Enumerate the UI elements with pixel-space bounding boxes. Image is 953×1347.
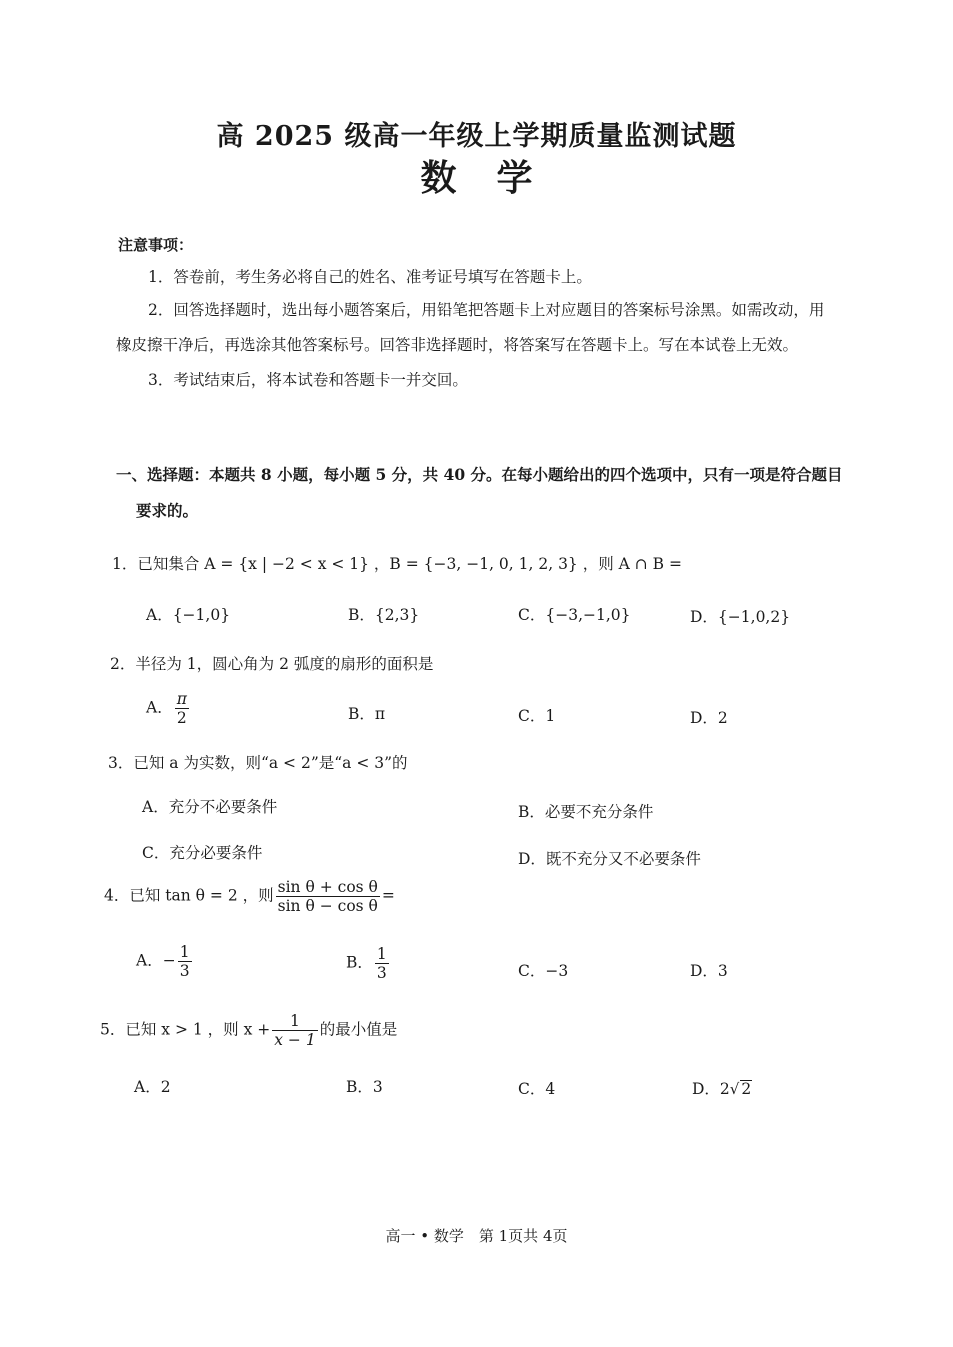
q1-option-c: C．{−3,−1,0} xyxy=(518,606,631,624)
q2-option-c: C．1 xyxy=(518,707,556,725)
fraction-denominator: 2 xyxy=(176,709,187,727)
fraction-denominator: 3 xyxy=(376,964,387,982)
q3-option-c: C．充分必要条件 xyxy=(142,844,263,862)
q5-option-c: C．4 xyxy=(518,1080,556,1098)
fraction-denominator: sin θ − cos θ xyxy=(277,897,378,915)
q4-option-b-fraction xyxy=(375,945,389,982)
q2-option-d: D．2 xyxy=(690,709,728,727)
q5-option-a: A．2 xyxy=(134,1078,171,1096)
q4-stem-prefix: 4．已知 tan θ = 2 ，则 xyxy=(104,886,274,905)
q2-option-a xyxy=(146,690,191,727)
q5-stem-suffix: 的最小值是 xyxy=(319,1020,398,1039)
notes-item-3: 3．考试结束后，将本试卷和答题卡一并交回。 xyxy=(148,371,468,389)
question-3-stem: 3．已知 a 为实数，则“a < 2”是“a < 3”的 xyxy=(108,754,408,772)
subject-title: 数学 xyxy=(420,157,573,199)
fraction-denominator: x − 1 xyxy=(274,1031,316,1049)
section-1-heading-cont: 要求的。 xyxy=(136,501,199,520)
q4-option-c: C．−3 xyxy=(518,962,569,980)
q5-option-d-label: D．2 xyxy=(692,1080,730,1098)
q1-option-a: A．{−1,0} xyxy=(146,606,231,624)
q4-option-a-label: A．− xyxy=(136,951,176,970)
q4-stem-fraction xyxy=(276,878,380,915)
q3-option-a: A．充分不必要条件 xyxy=(142,798,278,816)
sqrt-radicand: 2 xyxy=(741,1080,752,1098)
notes-heading: 注意事项： xyxy=(118,236,194,254)
notes-item-2-line-1: 2．回答选择题时，选出每小题答案后，用铅笔把答题卡上对应题目的答案标号涂黑。如需改动，用 xyxy=(148,301,825,319)
sqrt-sign: √ xyxy=(729,1080,740,1098)
q4-stem-suffix: = xyxy=(381,886,395,905)
section-1-heading: 一、选择题：本题共 8 小题，每小题 5 分，共 40 分。在每小题给出的四个选项中，只有一项是符合题目 xyxy=(116,465,843,484)
q1-option-d: D．{−1,0,2} xyxy=(690,608,791,626)
q4-option-b xyxy=(346,945,391,982)
q2-option-a-label: A． xyxy=(146,698,173,717)
question-5-stem xyxy=(100,1012,397,1049)
question-2-stem: 2．半径为 1，圆心角为 2 弧度的扇形的面积是 xyxy=(110,655,434,673)
q1-option-b: B．{2,3} xyxy=(348,606,420,624)
fraction-denominator: 3 xyxy=(179,962,190,980)
fraction-numerator: 1 xyxy=(179,943,190,961)
question-1-stem: 1．已知集合 A = {x | −2 < x < 1} ，B = {−3, −1, 0, 1, 2, 3} ，则 A ∩ B = xyxy=(112,555,682,573)
q4-option-a xyxy=(136,943,194,980)
q5-option-b: B．3 xyxy=(346,1078,383,1096)
q5-option-d xyxy=(692,1077,752,1099)
q4-option-a-fraction xyxy=(178,943,192,980)
question-4-stem xyxy=(104,878,395,915)
fraction-numerator: π xyxy=(176,690,187,708)
q3-option-d: D．既不充分又不必要条件 xyxy=(518,850,701,868)
page-footer: 高一 • 数学 第 1页共 4页 xyxy=(385,1227,568,1245)
notes-item-2-line-2: 橡皮擦干净后，再选涂其他答案标号。回答非选择题时，将答案写在答题卡上。写在本试卷上无效。 xyxy=(116,336,799,354)
q4-option-b-label: B． xyxy=(346,953,373,972)
fraction-numerator: 1 xyxy=(376,945,387,963)
fraction-numerator: sin θ + cos θ xyxy=(277,878,378,896)
q5-stem-prefix: 5．已知 x > 1 ，则 x + xyxy=(100,1020,271,1039)
q5-stem-fraction xyxy=(272,1012,317,1049)
q4-option-d: D．3 xyxy=(690,962,728,980)
fraction-numerator: 1 xyxy=(272,1012,317,1031)
q2-option-b: B．π xyxy=(348,705,386,723)
q2-option-a-fraction xyxy=(175,690,189,727)
exam-title: 高 2025 级高一年级上学期质量监测试题 xyxy=(216,121,737,152)
notes-item-1: 1．答卷前，考生务必将自己的姓名、准考证号填写在答题卡上。 xyxy=(148,268,592,286)
q3-option-b: B．必要不充分条件 xyxy=(518,803,654,821)
